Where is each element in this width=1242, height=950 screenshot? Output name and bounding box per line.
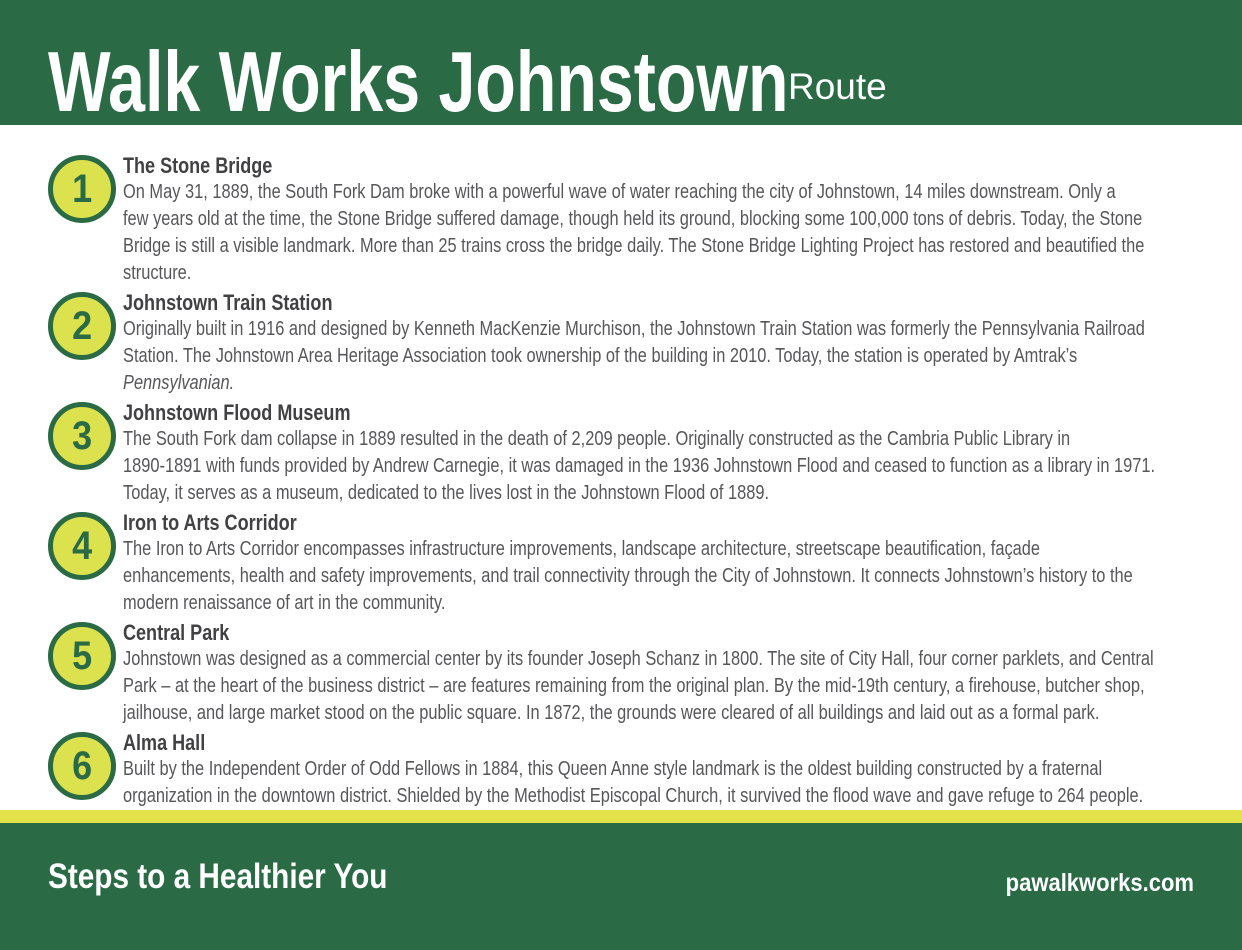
stop-description-line: few years old at the time, the Stone Bridge suffered damage, though held its ground, blocking some 100,000 tons of debris. Today, the Stone (123, 208, 1143, 230)
stop-description-line: 1890-1891 with funds provided by Andrew Carnegie, it was damaged in the 1936 Johnstown Flood and ceased to function as a library in 1971. (123, 455, 1156, 477)
stop-description-line: structure. (123, 262, 192, 284)
stop-title: Central Park (123, 620, 230, 645)
footer-tagline: Steps to a Healthier You (48, 857, 388, 896)
stop-title: Johnstown Flood Museum (123, 400, 351, 425)
route-stop-item (48, 509, 1242, 617)
route-stop-item (48, 152, 1242, 287)
page-footer (0, 823, 1242, 950)
stop-description (123, 316, 1145, 397)
stop-description (123, 426, 1155, 507)
stop-description-line: organization in the downtown district. Shielded by the Methodist Episcopal Church, it survived the flood wave and gave refuge to 264 people. (123, 785, 1144, 807)
route-subtitle: Route (788, 66, 887, 107)
stop-title: Alma Hall (123, 730, 206, 755)
stop-number-column (48, 399, 123, 507)
stop-number: 4 (71, 524, 93, 568)
stop-description-line: Pennsylvanian. (123, 372, 235, 394)
stop-description-line: Johnstown was designed as a commercial center by its founder Joseph Schanz in 1800. The site of City Hall, four corner parklets, and Central (123, 648, 1154, 670)
stop-number: 3 (71, 414, 93, 458)
footer-website-url: pawalkworks.com (1005, 869, 1194, 897)
stop-description-line: Station. The Johnstown Area Heritage Association took ownership of the building in 2010. Today, the station is operated by Amtrak’s (123, 345, 1078, 367)
stop-text-block (123, 619, 1154, 727)
stop-description-line: Today, it serves as a museum, dedicated to the lives lost in the Johnstown Flood of 1889. (123, 482, 770, 504)
stop-number-badge (48, 622, 116, 690)
stop-number-badge (48, 155, 116, 223)
stop-description-line: The South Fork dam collapse in 1889 resulted in the death of 2,209 people. Originally constructed as the Cambria Public Library in (123, 428, 1071, 450)
page-header (0, 0, 1242, 130)
stop-number: 1 (71, 167, 93, 211)
stop-number-column (48, 152, 123, 287)
stop-description-line: enhancements, health and safety improvements, and trail connectivity through the City of Johnstown. It connects Johnstown’s history to the (123, 565, 1133, 587)
stop-text-block (123, 152, 1144, 287)
stop-description-line: Built by the Independent Order of Odd Fellows in 1884, this Queen Anne style landmark is the oldest building constructed by a fraternal (123, 758, 1103, 780)
page-title: Walk Works Johnstown (48, 35, 789, 130)
stop-number-badge (48, 402, 116, 470)
route-stops-list (0, 125, 1242, 810)
route-stop-item (48, 289, 1242, 397)
stop-number-badge (48, 292, 116, 360)
stop-title: Johnstown Train Station (123, 290, 333, 315)
stop-number: 2 (71, 304, 93, 348)
stop-number-column (48, 729, 123, 810)
stop-description-line: Bridge is still a visible landmark. More than 25 trains cross the bridge daily. The Stone Bridge Lighting Project has restored and beautified the (123, 235, 1145, 257)
divider-stripe (0, 810, 1242, 823)
stop-description (123, 179, 1144, 287)
stop-text-block (123, 509, 1133, 617)
stop-title: Iron to Arts Corridor (123, 510, 297, 535)
stop-text-block (123, 289, 1145, 397)
stop-title: The Stone Bridge (123, 153, 273, 178)
stop-description (123, 536, 1133, 617)
stop-description (123, 756, 1143, 810)
route-stop-item (48, 619, 1242, 727)
stop-number-column (48, 509, 123, 617)
stop-number: 5 (71, 634, 93, 678)
route-stop-item (48, 399, 1242, 507)
stop-number-column (48, 289, 123, 397)
stop-description-line: Park – at the heart of the business district – are features remaining from the original plan. By the mid-19th century, a firehouse, butcher shop, (123, 675, 1145, 697)
stop-description-line: jailhouse, and large market stood on the public square. In 1872, the grounds were cleared of all buildings and laid out as a formal park. (123, 702, 1100, 724)
stop-number: 6 (71, 744, 93, 788)
stop-description-line: The Iron to Arts Corridor encompasses infrastructure improvements, landscape architecture, streetscape beautification, façade (123, 538, 1041, 560)
stop-description (123, 646, 1154, 727)
stop-number-badge (48, 512, 116, 580)
stop-description-line: modern renaissance of art in the community. (123, 592, 446, 614)
stop-number-badge (48, 732, 116, 800)
stop-text-block (123, 399, 1155, 507)
stop-description-line: Originally built in 1916 and designed by Kenneth MacKenzie Murchison, the Johnstown Train Station was formerly the Pennsylvania Railroad (123, 318, 1145, 340)
stop-description-line: On May 31, 1889, the South Fork Dam broke with a powerful wave of water reaching the city of Johnstown, 14 miles downstream. Only a (123, 181, 1116, 203)
stop-text-block (123, 729, 1143, 810)
route-stop-item (48, 729, 1242, 810)
stop-number-column (48, 619, 123, 727)
